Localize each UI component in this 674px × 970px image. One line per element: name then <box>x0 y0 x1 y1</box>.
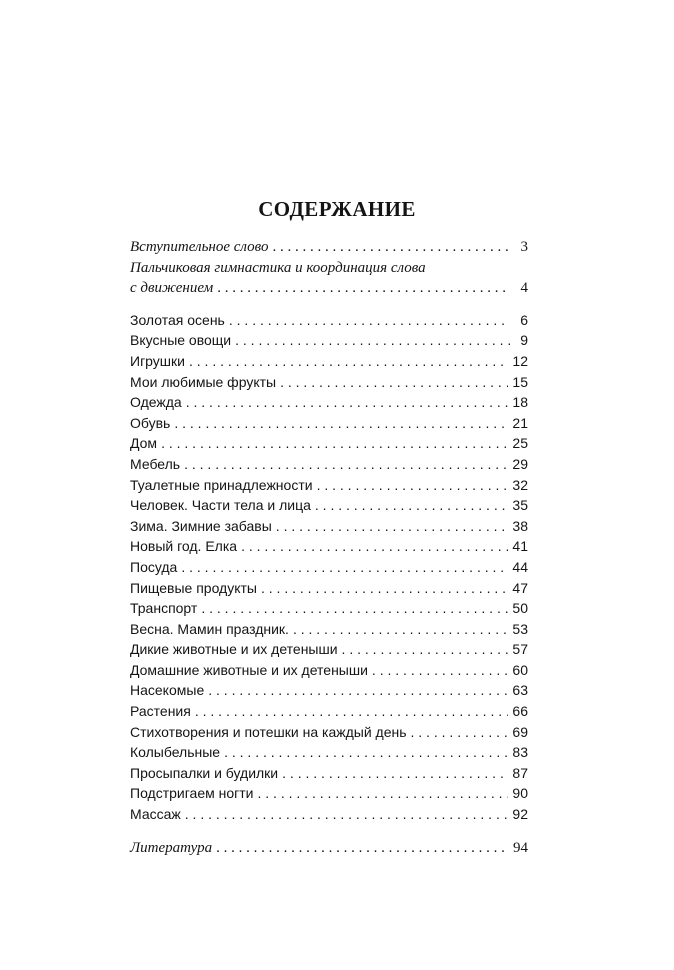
dot-leader <box>217 280 510 297</box>
toc-main-list <box>130 312 528 827</box>
toc-entry[interactable] <box>130 641 528 662</box>
toc-entry-label: Стихотворения и потешки на каждый день <box>130 723 407 740</box>
dot-leader <box>241 538 508 554</box>
toc-entry-label: Туалетные принадлежности <box>130 476 313 493</box>
toc-entry-page: 32 <box>512 476 528 493</box>
toc-entry[interactable] <box>130 840 528 861</box>
toc-entry[interactable] <box>130 580 528 601</box>
toc-entry-label: Мои любимые фрукты <box>130 373 277 390</box>
toc-entry[interactable] <box>130 435 528 456</box>
toc-entry-page: 18 <box>512 394 528 411</box>
toc-entry[interactable] <box>130 239 528 260</box>
toc-entry-label: Игрушки <box>130 352 185 369</box>
toc-entry-label: Вступительное слово <box>130 239 269 255</box>
toc-entry-page: 9 <box>520 332 528 349</box>
toc-entry[interactable] <box>130 394 528 415</box>
dot-leader <box>235 332 510 348</box>
dot-leader <box>189 353 508 369</box>
section-spacer <box>130 301 528 312</box>
dot-leader <box>276 518 509 534</box>
section-spacer <box>130 827 528 840</box>
toc-entry-page: 92 <box>512 806 528 823</box>
toc-entry[interactable] <box>130 353 528 374</box>
dot-leader <box>185 806 509 822</box>
toc-entry-page: 47 <box>512 579 528 596</box>
toc-entry-page: 57 <box>512 641 528 658</box>
toc-entry-label: Золотая осень <box>130 311 225 328</box>
toc-entry-label: Мебель <box>130 455 181 472</box>
toc-entry[interactable] <box>130 662 528 683</box>
toc-entry-page: 87 <box>512 764 528 781</box>
toc-entry[interactable] <box>130 456 528 477</box>
dot-leader <box>280 374 508 390</box>
toc-entry[interactable] <box>130 806 528 827</box>
toc-entry-label: Насекомые <box>130 682 205 699</box>
toc-entry-page: 6 <box>520 311 528 328</box>
dot-leader <box>411 724 509 740</box>
toc-entry-page: 69 <box>512 723 528 740</box>
toc-entry[interactable] <box>130 415 528 436</box>
toc-entry-page: 3 <box>520 239 528 255</box>
toc-entry-page: 21 <box>512 414 528 431</box>
toc-entry[interactable] <box>130 332 528 353</box>
toc-entry-label: Просыпалки и будилки <box>130 764 279 781</box>
dot-leader <box>342 641 509 657</box>
dot-leader <box>272 239 510 256</box>
dot-leader <box>229 312 510 328</box>
toc-entry-label: с движением <box>130 280 214 297</box>
toc-entry[interactable] <box>130 724 528 745</box>
toc-entry-page: 29 <box>512 455 528 472</box>
toc-entry-page: 44 <box>512 558 528 575</box>
dot-leader <box>201 600 508 616</box>
toc-entry-label: Человек. Части тела и лица <box>130 497 311 514</box>
toc-entry-label: Пищевые продукты <box>130 579 257 596</box>
toc-entry[interactable] <box>130 703 528 724</box>
toc-entry-page: 15 <box>512 373 528 390</box>
toc-entry[interactable] <box>130 518 528 539</box>
dot-leader <box>208 682 508 698</box>
toc-entry-label: Вкусные овощи <box>130 332 232 349</box>
toc-entry-page: 41 <box>512 538 528 555</box>
toc-entry[interactable] <box>130 312 528 333</box>
dot-leader <box>282 765 508 781</box>
toc-entry-label: Посуда <box>130 558 178 575</box>
dot-leader <box>161 435 508 451</box>
toc-entry-page: 12 <box>512 352 528 369</box>
toc-entry-page: 60 <box>512 661 528 678</box>
dot-leader <box>195 703 509 719</box>
toc-entry-page: 50 <box>512 600 528 617</box>
toc-entry-page: 53 <box>512 620 528 637</box>
dot-leader <box>257 785 508 801</box>
toc-entry[interactable] <box>130 744 528 765</box>
toc-entry[interactable] <box>130 785 528 806</box>
toc-entry-page: 38 <box>512 517 528 534</box>
toc-entry-label: Обувь <box>130 414 171 431</box>
page-title: СОДЕРЖАНИЕ <box>258 197 416 221</box>
toc-entry[interactable] <box>130 477 528 498</box>
dot-leader <box>317 477 509 493</box>
toc-entry[interactable] <box>130 538 528 559</box>
toc-entry[interactable] <box>130 682 528 703</box>
toc-entry-label: Новый год. Елка <box>130 538 238 555</box>
toc-entry-label: Домашние животные и их детеныши <box>130 661 368 678</box>
toc-entry-page: 66 <box>512 703 528 720</box>
toc-entry[interactable] <box>130 621 528 642</box>
toc-entry-page: 4 <box>520 280 528 297</box>
toc-entry-page: 25 <box>512 435 528 452</box>
dot-leader <box>186 394 509 410</box>
dot-leader <box>261 580 508 596</box>
toc-entry[interactable] <box>130 497 528 518</box>
toc-entry-page: 63 <box>512 682 528 699</box>
toc-entry-continuation[interactable] <box>130 280 528 301</box>
toc-entry-label: Колыбельные <box>130 744 221 761</box>
toc-entry-page: 94 <box>513 839 528 856</box>
dot-leader <box>174 415 508 431</box>
table-of-contents <box>130 239 528 860</box>
dot-leader <box>184 456 508 472</box>
toc-entry-label: Транспорт <box>130 600 198 617</box>
toc-entry[interactable] <box>130 765 528 786</box>
toc-entry[interactable] <box>130 374 528 395</box>
toc-entry[interactable] <box>130 600 528 621</box>
toc-entry-label: Растения <box>130 703 191 720</box>
toc-entry-label: Весна. Мамин праздник. <box>130 620 289 637</box>
toc-entry-page: 90 <box>512 785 528 802</box>
dot-leader <box>216 840 509 857</box>
toc-entry-label: Пальчиковая гимнастика и координация слова <box>130 259 426 276</box>
dot-leader <box>181 559 508 575</box>
dot-leader <box>372 662 509 678</box>
toc-entry-label: Дом <box>130 435 158 452</box>
toc-entry[interactable] <box>130 260 528 281</box>
toc-entry[interactable] <box>130 559 528 580</box>
dot-leader <box>315 497 509 513</box>
toc-entry-label: Зима. Зимние забавы <box>130 517 272 534</box>
toc-entry-label: Одежда <box>130 394 182 411</box>
toc-entry-label: Литература <box>130 839 213 856</box>
dot-leader <box>293 621 508 637</box>
toc-entry-page: 35 <box>512 497 528 514</box>
toc-entry-label: Дикие животные и их детеныши <box>130 641 338 658</box>
toc-entry-label: Массаж <box>130 806 181 823</box>
dot-leader <box>224 744 508 760</box>
toc-entry-page: 83 <box>512 744 528 761</box>
toc-entry-label: Подстригаем ногти <box>130 785 254 802</box>
